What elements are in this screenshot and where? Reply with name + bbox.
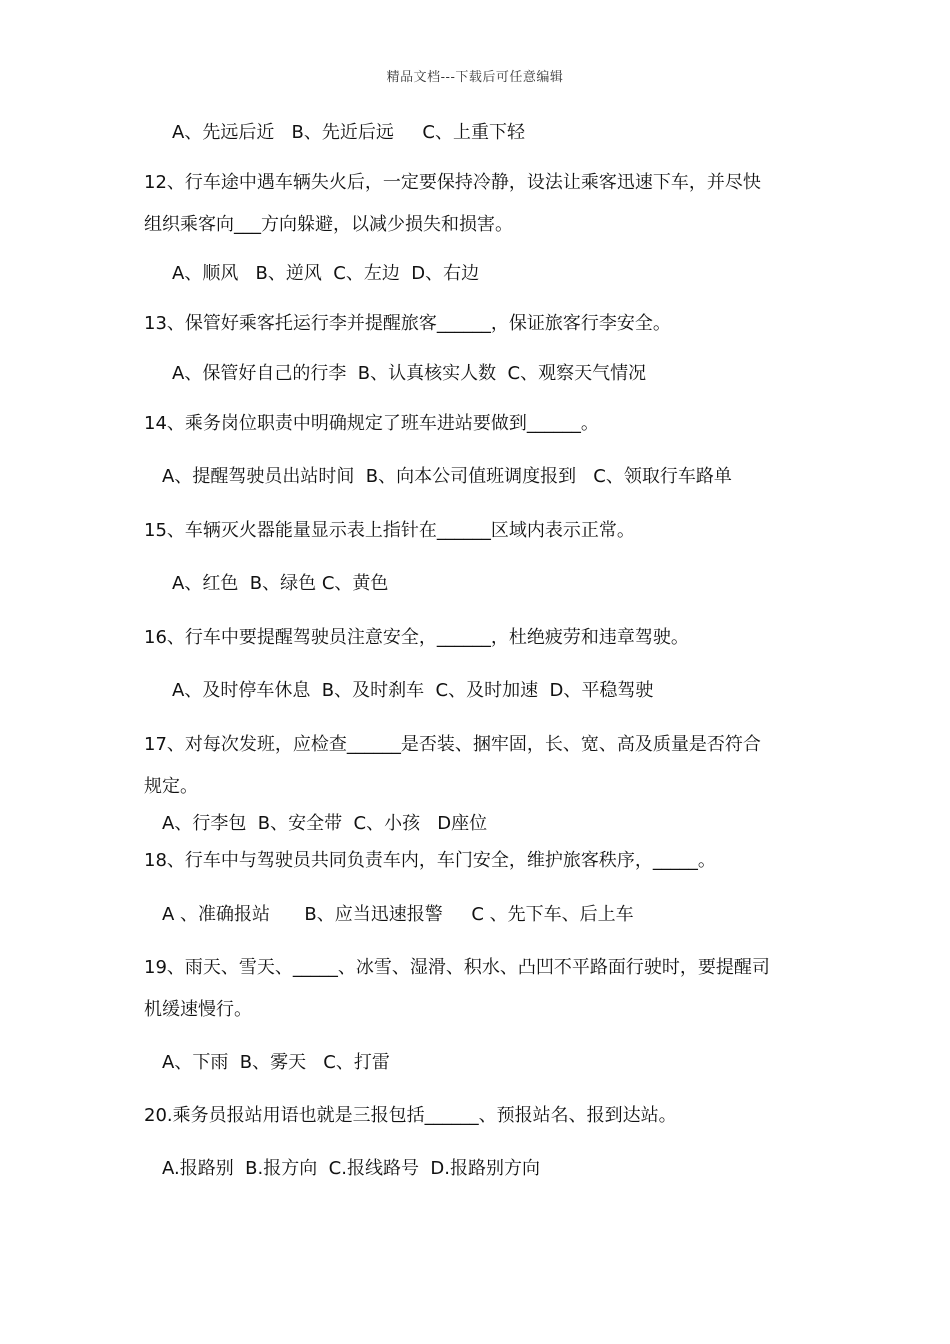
q15-text: 15、车辆灭火器能量显示表上指针在______区域内表示正常。 [144, 520, 635, 541]
q17-text-line-2: 规定。 [144, 776, 198, 797]
q19-text-line-1: 19、雨天、雪天、_____、冰雪、湿滑、积水、凸凹不平路面行驶时，要提醒司 [144, 957, 770, 978]
q16-options: A、及时停车休息 B、及时刹车 C、及时加速 D、平稳驾驶 [172, 680, 654, 701]
q13-text: 13、保管好乘客托运行李并提醒旅客______，保证旅客行李安全。 [144, 313, 671, 334]
q20-options: A.报路别 B.报方向 C.报线路号 D.报路别方向 [162, 1158, 540, 1179]
q14-text: 14、乘务岗位职责中明确规定了班车进站要做到______。 [144, 413, 599, 434]
q19-options: A、下雨 B、雾天 C、打雷 [162, 1052, 390, 1073]
q14-options: A、提醒驾驶员出站时间 B、向本公司值班调度报到 C、领取行车路单 [162, 466, 732, 487]
q17-options: A、行李包 B、安全带 C、小孩 D座位 [162, 813, 488, 834]
q20-text: 20.乘务员报站用语也就是三报包括______、预报站名、报到达站。 [144, 1105, 677, 1126]
q17-text-line-1: 17、对每次发班，应检查______是否装、捆牢固，长、宽、高及质量是否符合 [144, 734, 761, 755]
q16-text: 16、行车中要提醒驾驶员注意安全，______，杜绝疲劳和违章驾驶。 [144, 627, 689, 648]
q11-options: A、先远后近 B、先近后远 C、上重下轻 [172, 122, 526, 143]
q12-text-line-2: 组织乘客向___方向躲避，以减少损失和损害。 [144, 214, 513, 235]
q13-options: A、保管好自己的行李 B、认真核实人数 C、观察天气情况 [172, 363, 647, 384]
q18-text: 18、行车中与驾驶员共同负责车内，车门安全，维护旅客秩序，_____。 [144, 850, 716, 871]
q12-options: A、顺风 B、逆风 C、左边 D、右边 [172, 263, 480, 284]
q19-text-line-2: 机缓速慢行。 [144, 999, 252, 1020]
q12-text-line-1: 12、行车途中遇车辆失火后，一定要保持冷静，设法让乘客迅速下车，并尽快 [144, 172, 761, 193]
page-header-watermark: 精品文档---下载后可任意编辑 [386, 70, 564, 85]
q18-options: A 、准确报站 B、应当迅速报警 C 、先下车、后上车 [162, 904, 634, 925]
q15-options: A、红色 B、绿色 C、黄色 [172, 573, 389, 594]
